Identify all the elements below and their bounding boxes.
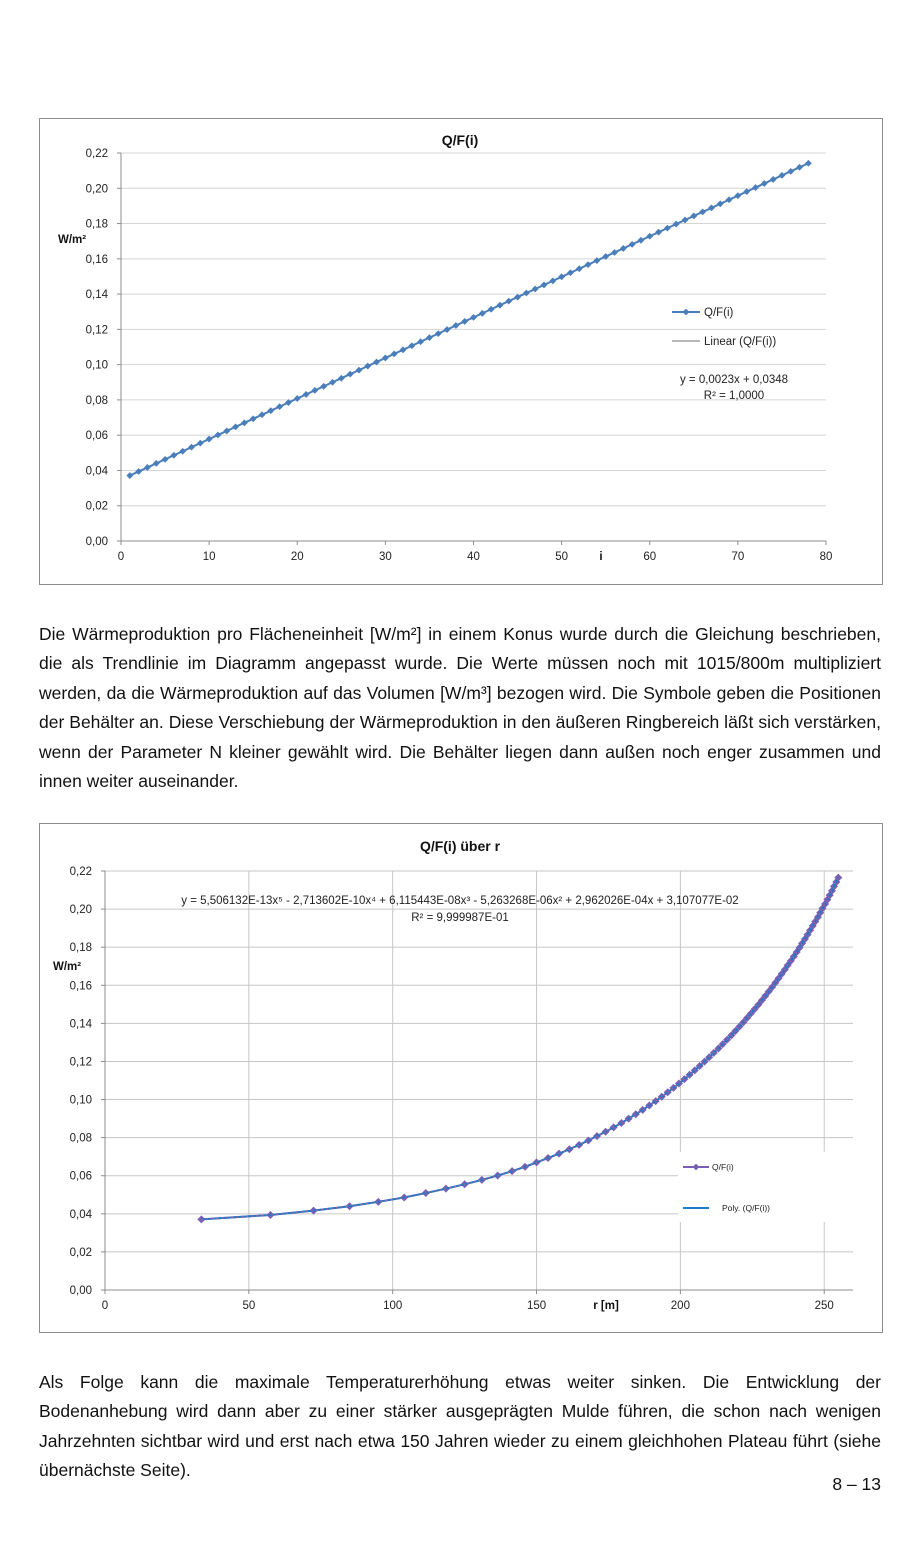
chart-qf-i-over-r-svg bbox=[40, 824, 882, 1332]
data-point bbox=[338, 375, 345, 382]
y-tick-label: 0,10 bbox=[69, 1094, 92, 1107]
data-point bbox=[329, 379, 336, 386]
x-tick-label: 40 bbox=[467, 551, 480, 563]
y-axis-label: W/m² bbox=[53, 961, 82, 973]
y-tick-label: 0,06 bbox=[69, 1170, 92, 1183]
data-point bbox=[382, 355, 389, 362]
chart-qf-i bbox=[39, 118, 883, 585]
x-tick-label: 50 bbox=[555, 551, 569, 563]
data-point bbox=[629, 241, 636, 248]
data-point bbox=[408, 342, 415, 349]
x-tick-label: 70 bbox=[731, 551, 745, 563]
y-tick-label: 0,02 bbox=[69, 1246, 92, 1259]
data-point bbox=[488, 306, 495, 313]
data-point bbox=[708, 204, 715, 211]
y-tick-label: 0,18 bbox=[69, 942, 92, 955]
data-point bbox=[356, 367, 363, 374]
data-point bbox=[276, 403, 283, 410]
data-point bbox=[673, 221, 680, 228]
data-point bbox=[347, 371, 354, 378]
data-point bbox=[126, 472, 133, 479]
data-point bbox=[505, 298, 512, 305]
data-point bbox=[585, 261, 592, 268]
y-tick-label: 0,20 bbox=[85, 183, 108, 196]
data-point bbox=[197, 440, 204, 447]
data-point bbox=[796, 164, 803, 171]
data-point bbox=[497, 302, 504, 309]
data-point bbox=[779, 172, 786, 179]
legend-marker-qf-i bbox=[683, 309, 690, 316]
x-tick-label: 200 bbox=[670, 1300, 690, 1312]
x-tick-label: 0 bbox=[117, 551, 125, 563]
trend-equation: y = 0,0023x + 0,0348 bbox=[679, 374, 789, 386]
data-point bbox=[188, 444, 195, 451]
data-point bbox=[664, 225, 671, 232]
data-point bbox=[144, 464, 151, 471]
data-point bbox=[179, 448, 186, 455]
data-point bbox=[320, 383, 327, 390]
data-point bbox=[576, 265, 583, 272]
data-point bbox=[655, 229, 662, 236]
y-tick-label: 0,22 bbox=[69, 866, 92, 878]
y-tick-label: 0,04 bbox=[85, 465, 108, 478]
data-point bbox=[444, 326, 451, 333]
y-tick-label: 0,02 bbox=[85, 500, 108, 513]
data-point bbox=[558, 273, 565, 280]
data-point bbox=[452, 322, 459, 329]
data-point bbox=[699, 209, 706, 216]
data-point bbox=[170, 452, 177, 459]
chart-title: Q/F(i) über r bbox=[419, 838, 501, 854]
y-tick-label: 0,08 bbox=[85, 394, 108, 407]
page-number: 8 – 13 bbox=[832, 1474, 881, 1494]
x-tick-label: 250 bbox=[814, 1300, 834, 1312]
x-axis-label: r [m] bbox=[593, 1300, 619, 1312]
y-tick-label: 0,04 bbox=[69, 1208, 92, 1221]
legend-label-qf-i: Q/F(i) bbox=[712, 1162, 734, 1172]
data-point bbox=[726, 196, 733, 203]
data-point bbox=[364, 363, 371, 370]
data-point bbox=[479, 310, 486, 317]
data-point bbox=[646, 233, 653, 240]
x-tick-label: 60 bbox=[643, 551, 657, 563]
data-point bbox=[294, 395, 301, 402]
paragraph-heat-production: Die Wärmeproduktion pro Flächeneinheit [W/m²] in einem Konus wurde durch die Gleichung beschrieben, die als Trendlinie im Diagramm angepasst wurde. Die Werte müssen noch mit 1015/800m multipliziert werden, da die Wärmeproduktion auf das Volumen [W/m³] bezogen wird. Die Symbole geben die Positionen der Behälter an. Diese Verschiebung der Wärmeproduktion in den äußeren Ringbereich läßt sich verstärken, wenn der Parameter N kleiner gewählt wird. Die Behälter liegen dann außen noch enger zusammen und innen weiter auseinander. bbox=[39, 623, 881, 791]
data-point bbox=[567, 269, 574, 276]
y-tick-label: 0,12 bbox=[85, 324, 108, 337]
y-tick-label: 0,16 bbox=[85, 253, 108, 266]
legend-label-qf-i: Q/F(i) bbox=[704, 307, 734, 319]
data-point bbox=[426, 334, 433, 341]
data-point bbox=[162, 456, 169, 463]
data-point bbox=[761, 180, 768, 187]
y-tick-label: 0,08 bbox=[69, 1132, 92, 1145]
data-point bbox=[593, 257, 600, 264]
data-point bbox=[638, 237, 645, 244]
data-point bbox=[743, 188, 750, 195]
data-point bbox=[215, 432, 222, 439]
data-point bbox=[734, 192, 741, 199]
data-point bbox=[611, 249, 618, 256]
data-point bbox=[250, 415, 257, 422]
y-tick-label: 0,18 bbox=[85, 218, 108, 231]
data-point bbox=[523, 290, 530, 297]
data-point bbox=[303, 391, 310, 398]
data-point bbox=[717, 200, 724, 207]
poly-equation: y = 5,506132E-13x⁵ - 2,713602E-10x⁴ + 6,115443E-08x³ - 5,263268E-06x² + 2,962026E-04x + 3,107077E-02 bbox=[181, 895, 739, 907]
legend bbox=[678, 1152, 854, 1222]
y-tick-label: 0,20 bbox=[69, 904, 92, 917]
data-point bbox=[417, 338, 424, 345]
legend-label-linear: Linear (Q/F(i)) bbox=[704, 336, 777, 348]
data-point bbox=[770, 176, 777, 183]
y-tick-label: 0,00 bbox=[69, 1285, 92, 1297]
data-point bbox=[461, 318, 468, 325]
chart-title: Q/F(i) bbox=[441, 132, 479, 148]
data-point bbox=[206, 436, 213, 443]
x-tick-label: 30 bbox=[378, 551, 392, 563]
poly-r-squared: R² = 9,999987E-01 bbox=[411, 912, 509, 924]
data-point bbox=[470, 314, 477, 321]
data-point bbox=[549, 277, 556, 284]
data-point bbox=[259, 411, 266, 418]
series-line-qf-i bbox=[130, 163, 809, 475]
data-point bbox=[391, 350, 398, 357]
y-tick-label: 0,10 bbox=[85, 359, 108, 372]
y-tick-label: 0,14 bbox=[69, 1018, 92, 1031]
y-tick-label: 0,00 bbox=[85, 536, 108, 548]
chart-qf-i-over-r bbox=[39, 823, 883, 1333]
x-axis-label: i bbox=[599, 551, 603, 563]
data-point bbox=[682, 217, 689, 224]
data-point bbox=[223, 428, 230, 435]
x-tick-label: 20 bbox=[290, 551, 304, 563]
y-tick-label: 0,22 bbox=[85, 148, 108, 160]
data-point bbox=[787, 168, 794, 175]
y-axis-label: W/m² bbox=[58, 234, 87, 246]
data-point bbox=[514, 294, 521, 301]
x-tick-label: 10 bbox=[202, 551, 216, 563]
paragraph-consequence: Als Folge kann die maximale Temperaturerhöhung etwas weiter sinken. Die Entwicklung der Bodenanhebung wird dann aber zu einer stärker ausgeprägten Mulde führen, die schon nach wenigen Jahrzehnten sichtbar wird und erst nach etwa 150 Jahren wieder zu einem gleichhohen Plateau führt (siehe übernächste Seite). bbox=[39, 1371, 881, 1480]
data-point bbox=[400, 346, 407, 353]
data-point bbox=[435, 330, 442, 337]
y-tick-label: 0,16 bbox=[69, 980, 92, 993]
chart-qf-i-svg bbox=[40, 119, 882, 584]
data-point bbox=[532, 286, 539, 293]
y-tick-label: 0,12 bbox=[69, 1056, 92, 1069]
x-tick-label: 150 bbox=[526, 1300, 547, 1312]
data-point bbox=[690, 213, 697, 220]
data-point bbox=[541, 282, 548, 289]
y-tick-label: 0,06 bbox=[85, 430, 108, 443]
data-point bbox=[153, 460, 160, 467]
data-point bbox=[267, 407, 274, 414]
data-point bbox=[752, 184, 759, 191]
data-point bbox=[620, 245, 627, 252]
y-tick-label: 0,14 bbox=[85, 289, 108, 302]
x-tick-label: 100 bbox=[383, 1300, 403, 1312]
data-point bbox=[135, 468, 142, 475]
legend-label-poly: Poly. (Q/F(i)) bbox=[722, 1203, 771, 1213]
legend bbox=[672, 307, 776, 348]
data-point bbox=[311, 387, 318, 394]
x-tick-label: 0 bbox=[101, 1300, 109, 1312]
x-tick-label: 80 bbox=[819, 551, 833, 563]
trend-r-squared: R² = 1,0000 bbox=[703, 390, 765, 402]
data-point bbox=[805, 160, 812, 167]
data-point bbox=[241, 419, 248, 426]
x-tick-label: 50 bbox=[242, 1300, 256, 1312]
data-point bbox=[232, 423, 239, 430]
